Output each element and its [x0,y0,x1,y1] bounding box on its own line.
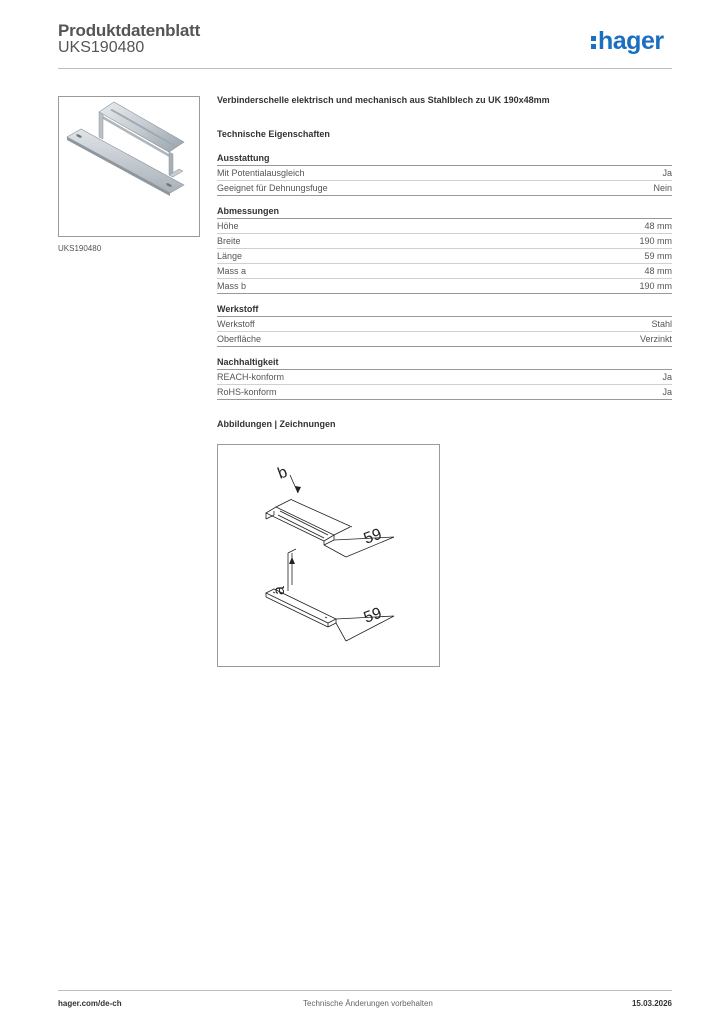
table-row [217,219,672,234]
section-title: Nachhaltigkeit [217,357,672,370]
table-row [217,234,672,249]
table-row [217,279,672,294]
table-row [217,249,672,264]
row-value: Stahl [651,319,672,329]
row-label: Mit Potentialausgleich [217,168,305,178]
article-number: UKS190480 [58,39,145,56]
row-value: 48 mm [644,266,672,276]
section-title: Ausstattung [217,153,672,166]
table-row [217,317,672,332]
row-label: REACH-konform [217,372,285,382]
dim-label-a: a [271,586,288,595]
tech-properties-heading: Technische Eigenschaften [217,129,330,139]
page-title: Produktdatenblatt [58,21,201,40]
table-row [217,385,672,400]
section-title: Werkstoff [217,304,672,317]
row-label: Werkstoff [217,319,255,329]
section-werkstoff [217,304,672,347]
row-label: Mass a [217,266,247,276]
product-photo-icon [59,97,199,236]
footer-notice: Technische Änderungen vorbehalten [303,999,433,1008]
header-divider [58,68,672,69]
row-label: Oberfläche [217,334,262,344]
logo-text: hager [598,27,664,55]
logo-colon-icon [591,31,597,51]
table-row [217,332,672,347]
footer-divider [58,990,672,991]
row-label: Höhe [217,221,239,231]
table-row [217,166,672,181]
technical-drawing [217,444,440,667]
section-abmessungen [217,206,672,294]
row-label: Geeignet für Dehnungsfuge [217,183,328,193]
footer-date: 15.03.2026 [631,999,672,1008]
row-value: Nein [653,183,672,193]
row-label: Breite [217,236,241,246]
product-image-caption: UKS190480 [58,244,102,253]
main-content [217,95,672,433]
dim-label-59-bottom: 59 [361,604,385,627]
row-value: Ja [662,387,672,397]
row-value: 190 mm [639,236,672,246]
table-row [217,181,672,196]
row-label: Mass b [217,281,247,291]
figures-heading: Abbildungen | Zeichnungen [217,419,336,429]
product-image [58,96,200,237]
table-row [217,264,672,279]
row-value: Verzinkt [639,334,672,344]
section-ausstattung [217,153,672,196]
dimension-drawing-icon [218,445,439,666]
row-value: 59 mm [644,251,672,261]
section-nachhaltigkeit [217,357,672,400]
row-value: Ja [662,372,672,382]
footer-website: hager.com/de-ch [58,999,122,1008]
product-description: Verbinderschelle elektrisch und mechanisch aus Stahlblech zu UK 190x48mm [217,95,550,105]
section-title: Abmessungen [217,206,672,219]
table-row [217,370,672,385]
hager-logo [591,27,664,56]
dim-label-b: b [275,463,290,483]
row-label: RoHS-konform [217,387,277,397]
row-value: Ja [662,168,672,178]
row-value: 48 mm [644,221,672,231]
dim-label-59-top: 59 [361,525,385,548]
row-label: Länge [217,251,243,261]
row-value: 190 mm [639,281,672,291]
